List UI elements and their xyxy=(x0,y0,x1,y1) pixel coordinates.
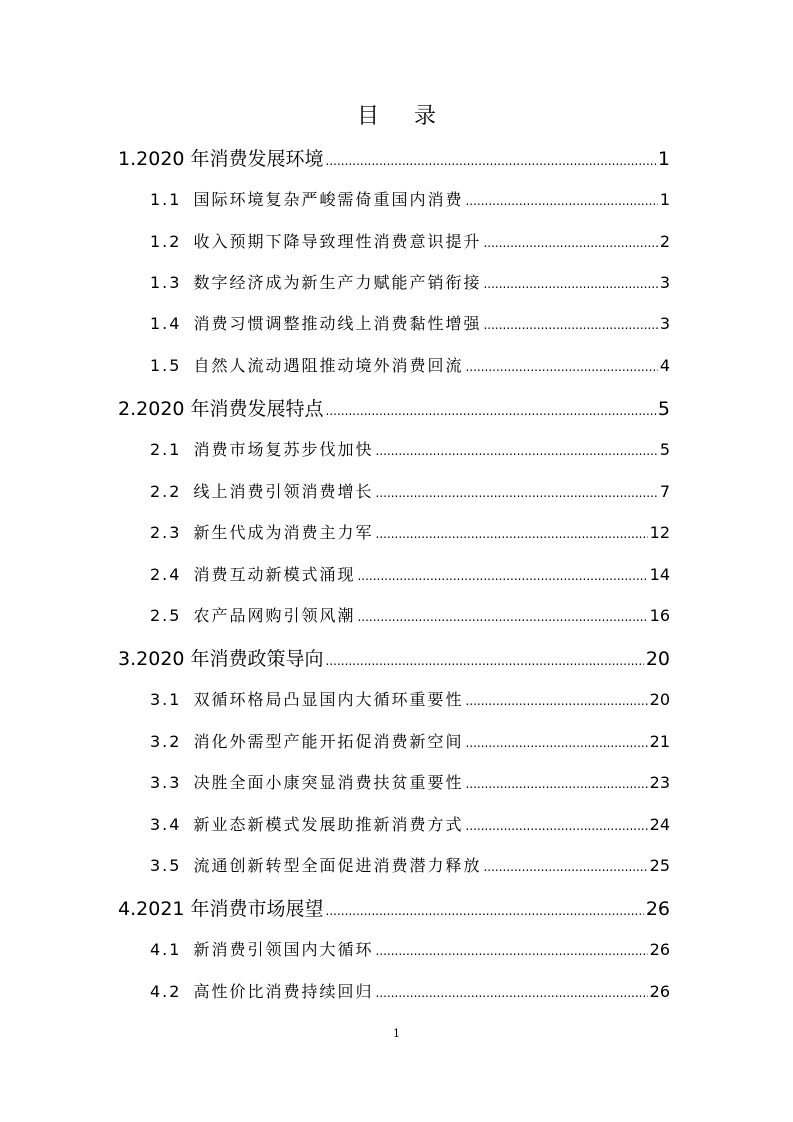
toc-entry-number: 3.4 xyxy=(150,815,182,834)
toc-leader-dots xyxy=(357,565,647,587)
toc-entry-title: 线上消费引领消费增长 xyxy=(193,482,374,501)
toc-entry-3-1[interactable] xyxy=(150,689,670,712)
toc-entry-2-2[interactable] xyxy=(150,481,670,504)
toc-entry-title: 2020 年消费政策导向 xyxy=(136,648,324,670)
toc-entry-page: 3 xyxy=(659,273,670,292)
toc-entry-title: 新消费引领国内大循环 xyxy=(193,940,374,959)
toc-entry-title: 2021 年消费市场展望 xyxy=(136,898,324,920)
toc-entry-number: 4. xyxy=(118,898,137,920)
toc-entry-1-1[interactable] xyxy=(150,189,670,212)
toc-entry-3-2[interactable] xyxy=(150,731,670,754)
page-number: 1 xyxy=(393,1027,400,1040)
toc-entry-1-2[interactable] xyxy=(150,231,670,254)
toc-entry-title: 消化外需型产能开拓促消费新空间 xyxy=(193,732,464,751)
toc-leader-dots xyxy=(375,482,657,504)
toc-entry-1-3[interactable] xyxy=(150,272,670,295)
toc-entry-title: 高性价比消费持续回归 xyxy=(193,982,374,1001)
toc-leader-dots xyxy=(375,440,657,462)
toc-entry-title: 国际环境复杂严峻需倚重国内消费 xyxy=(193,190,464,209)
toc-entry-title: 消费市场复苏步伐加快 xyxy=(193,440,374,459)
toc-entry-number: 4.1 xyxy=(150,940,182,959)
page-title: 目 录 xyxy=(357,104,450,129)
toc-entry-title: 自然人流动遇阻推动境外消费回流 xyxy=(193,356,464,375)
toc-entry-page: 4 xyxy=(659,356,670,375)
toc-entry-3-5[interactable] xyxy=(150,855,670,878)
toc-leader-dots xyxy=(465,356,657,378)
toc-leader-dots xyxy=(375,982,647,1004)
toc-entry-page: 21 xyxy=(649,732,670,751)
toc-entry-2-4[interactable] xyxy=(150,564,670,587)
toc-leader-dots xyxy=(375,940,647,962)
toc-entry-page: 14 xyxy=(649,565,670,584)
toc-entry-page: 23 xyxy=(649,773,670,792)
toc-entry-1[interactable] xyxy=(118,146,670,174)
toc-entry-page: 1 xyxy=(657,148,670,170)
toc-entry-2[interactable] xyxy=(118,396,670,424)
toc-entry-page: 25 xyxy=(649,856,670,875)
toc-entry-page: 26 xyxy=(649,982,670,1001)
toc-leader-dots xyxy=(326,148,656,174)
toc-leader-dots xyxy=(326,398,656,424)
toc-entry-title: 双循环格局凸显国内大循环重要性 xyxy=(193,690,464,709)
toc-leader-dots xyxy=(465,190,657,212)
toc-leader-dots xyxy=(375,523,647,545)
toc-entry-title: 农产品网购引领风潮 xyxy=(193,606,356,625)
toc-entry-title: 决胜全面小康突显消费扶贫重要性 xyxy=(193,773,464,792)
toc-entry-number: 2.5 xyxy=(150,606,182,625)
toc-entry-4-2[interactable] xyxy=(150,981,670,1004)
toc-leader-dots xyxy=(465,815,647,837)
toc-entry-title: 收入预期下降导致理性消费意识提升 xyxy=(193,232,482,251)
toc-leader-dots xyxy=(483,856,647,878)
toc-leader-dots xyxy=(483,314,657,336)
toc-entry-number: 1.1 xyxy=(150,190,182,209)
toc-entry-number: 1. xyxy=(118,148,137,170)
toc-entry-number: 3.3 xyxy=(150,773,182,792)
toc-entry-number: 2.2 xyxy=(150,482,182,501)
toc-entry-number: 4.2 xyxy=(150,982,182,1001)
toc-entry-page: 20 xyxy=(645,648,670,670)
toc-entry-page: 5 xyxy=(659,440,670,459)
toc-entry-number: 2.4 xyxy=(150,565,182,584)
toc-entry-title: 新生代成为消费主力军 xyxy=(193,523,374,542)
toc-entry-page: 20 xyxy=(649,690,670,709)
toc-entry-3-3[interactable] xyxy=(150,772,670,795)
toc-leader-dots xyxy=(483,273,657,295)
toc-entry-title: 2020 年消费发展特点 xyxy=(136,398,324,420)
toc-entry-number: 1.4 xyxy=(150,314,182,333)
toc-entry-number: 2.1 xyxy=(150,440,182,459)
toc-entry-page: 5 xyxy=(657,398,670,420)
toc-entry-number: 3.5 xyxy=(150,856,182,875)
toc-entry-4[interactable] xyxy=(118,896,670,924)
toc-entry-number: 1.3 xyxy=(150,273,182,292)
toc-leader-dots xyxy=(326,898,644,924)
toc-entry-2-3[interactable] xyxy=(150,522,670,545)
toc-entry-number: 1.5 xyxy=(150,356,182,375)
toc-entry-number: 2.3 xyxy=(150,523,182,542)
toc-entry-title: 流通创新转型全面促进消费潜力释放 xyxy=(193,856,482,875)
toc-entry-number: 3.1 xyxy=(150,690,182,709)
toc-entry-title: 消费习惯调整推动线上消费黏性增强 xyxy=(193,314,482,333)
toc-leader-dots xyxy=(465,732,647,754)
toc-entry-number: 3. xyxy=(118,648,137,670)
toc-entry-1-4[interactable] xyxy=(150,313,670,336)
toc-entry-page: 7 xyxy=(659,482,670,501)
toc-entry-2-5[interactable] xyxy=(150,605,670,628)
toc-entry-title: 数字经济成为新生产力赋能产销衔接 xyxy=(193,273,482,292)
toc-leader-dots xyxy=(357,606,647,628)
toc-entry-page: 3 xyxy=(659,314,670,333)
toc-entry-number: 3.2 xyxy=(150,732,182,751)
toc-entry-page: 26 xyxy=(645,898,670,920)
toc-leader-dots xyxy=(483,232,657,254)
toc-entry-page: 16 xyxy=(649,606,670,625)
toc-entry-number: 2. xyxy=(118,398,137,420)
toc-entry-3-4[interactable] xyxy=(150,814,670,837)
toc-leader-dots xyxy=(465,690,647,712)
toc-entry-page: 26 xyxy=(649,940,670,959)
toc-leader-dots xyxy=(465,773,647,795)
toc-entry-title: 2020 年消费发展环境 xyxy=(136,148,324,170)
toc-entry-title: 新业态新模式发展助推新消费方式 xyxy=(193,815,464,834)
toc-entry-4-1[interactable] xyxy=(150,939,670,962)
toc-entry-3[interactable] xyxy=(118,646,670,674)
toc-entry-1-5[interactable] xyxy=(150,355,670,378)
toc-entry-page: 1 xyxy=(659,190,670,209)
toc-leader-dots xyxy=(326,648,644,674)
toc-entry-page: 24 xyxy=(649,815,670,834)
toc-entry-number: 1.2 xyxy=(150,232,182,251)
toc-entry-title: 消费互动新模式涌现 xyxy=(193,565,356,584)
toc-entry-2-1[interactable] xyxy=(150,439,670,462)
toc-entry-page: 2 xyxy=(659,232,670,251)
toc-entry-page: 12 xyxy=(649,523,670,542)
